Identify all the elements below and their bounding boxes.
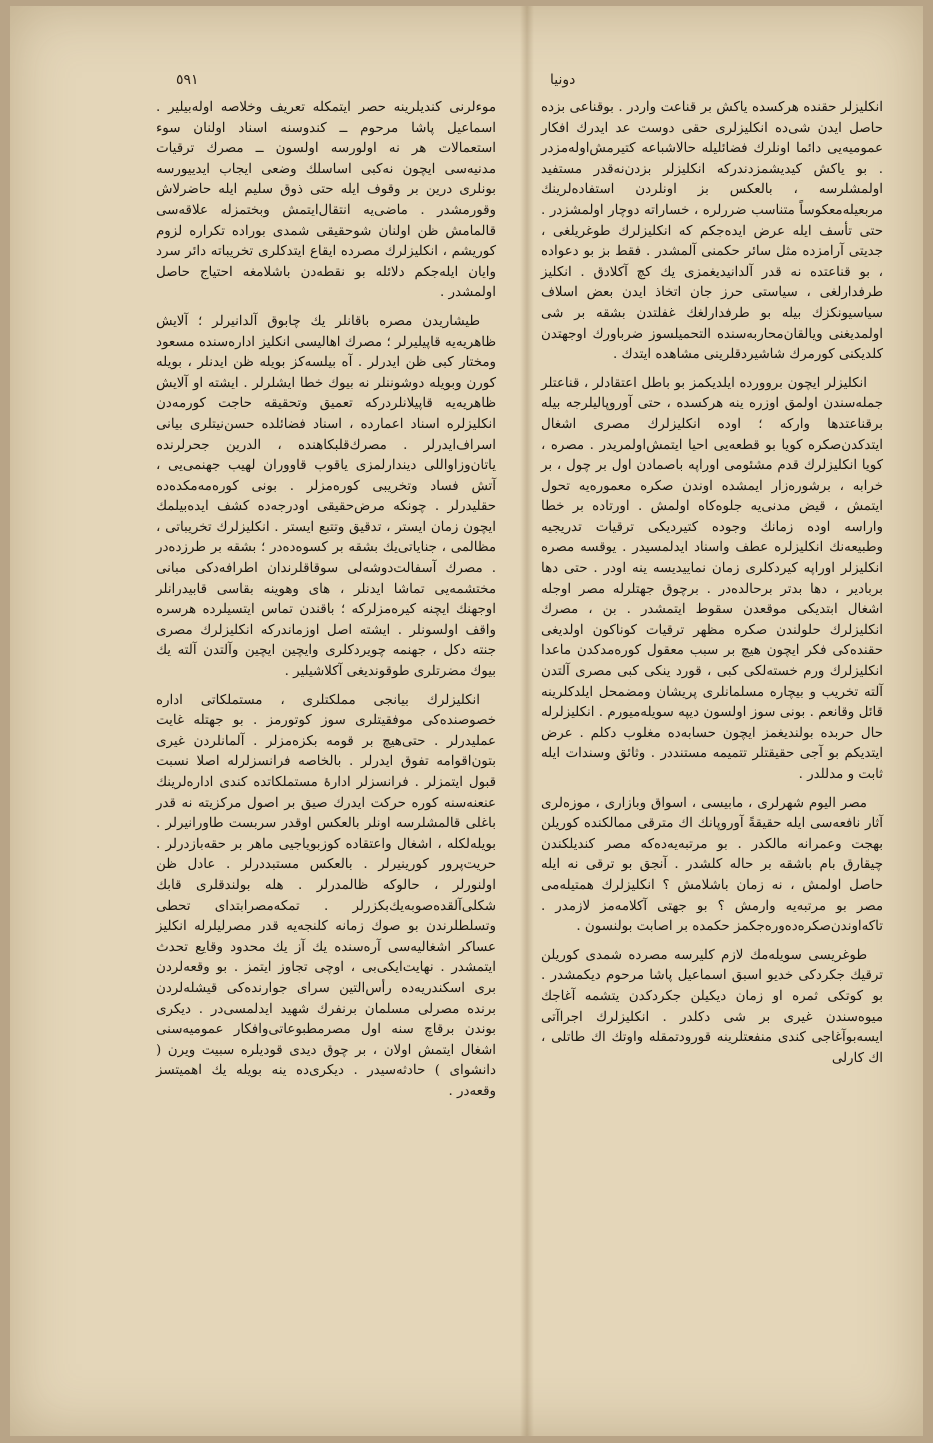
page-number: ٥٩١ <box>176 72 199 88</box>
book-page <box>10 6 923 1436</box>
left-paragraph-3: انکلیزلرك بیانجی مملکتلری ، مستملکاتی اداره خصوصنده‌کی موفقیتلری سوز کوتورمز . بو جهتله غایت عملیدرلر . حتی‌هیچ بر قومه بکزه‌مزلر . آلمانلردن غیری بتون‌اقوامه تفوق ایدرلر . بالخاصه فرانسزلرله اصلا نسبت قبول ایتمزلر . فرانسزلر ادارهٔ مستملکاتده کندی اداره‌لرینك عنعنه‌سنه کوره حرکت ایدرك صیق بر اصول مرکزیته نه قدر باغلی قالمشلرسه اونلر بالعکس اوقدر سربست طاورانیرلر . بویله‌لکله ، اشغال واعتقاده کوزبویاجیی ماهر بر حقه‌بازدرلر . حریت‌پرور کورینیرلر . بالعکس مستبددرلر . عادل ظن اولنورلر ، حالوکه ظالمدرلر . هله بولندقلری قابك شکلی‌آلقده‌صوبه‌یك‌بکزرلر . تمکه‌مصرابتدای تحطی وتسلطلرندن بو صوك زمانه کلنجه‌یه قدر مصرلیلرله انکلیز عساکر اشغالیه‌سی آره‌سنده یك آز یك محدود وقایع تحدث ایتمشدر . نهایت‌ایکی‌بی ، اوچی تجاوز ایتمز . بو وقعه‌لردن بری اسکندریه‌ده رأس‌التین سرای جوارنده‌کی قیشله‌لردن برنده مصرلی مسلمان برنفرك شهید ایدلمسی‌در . دیکری بوندن برقاچ سنه اول مصرمطبوعاتی‌وافکار عمومیه‌سنی اشغال ایتمش اولان ، بر چوق دیدی قودیلره سبیت ویرن ( دانشوای ) حادثه‌سیدر . دیکری‌ده ینه بویله یك اهمیتسز وقعه‌در . <box>156 692 496 1099</box>
right-paragraph-1: انکلیزلر حقنده هرکسده یاکش بر قناعت واردر . بوقناعی بزده حاصل ایدن شی‌ده انکلیزلری حقی دوست عد ایدرك افکار عمومیه‌یی دائما اونلرك فضائلیله حالاشباعه کتیرمش‌اوله‌مزدر . بو یاکش کیدیشمزدندرکه انکلیزلر بزدن‌نه‌قدر مستفید اولمشلرسه ، بالعکس بز اونلردن استفاده‌لرینك مربعیله‌معکوساً متناسب ضررلره ، خساراته دوچار اولمشزدر . حتی تأسف ایله عرض ایده‌جکم که انکلیزلرك طوغریلغی ، جدیتی آرامزده مثل سائر حکمنی آلمشدر . فقط بز بو دعواده ، بو قناعتده نه قدر آلدانیدیغمزی یك کچ آکلادق . انکلیز طرفدارلغی ، سیاستی حرز جان اتخاذ ایدن بعض اسلاف سیاسیونکزك بیله بو طرفدارلغك غفلتدن بشقه بر شی اولمدیغنی ویالقان‌محاربه‌سنده التحمیلسوز ضرباورك اوجهتدن کلدیکنی کورمرك شاشیرد‌قلرینی مشاهده ایتدك . <box>541 100 883 363</box>
right-paragraph-2: انکلیزلر ایچون بروورده ایلدیکمز بو باطل اعتقادلر ، قناعتلر جمله‌سندن اولمق اوزره ینه هرکسده ، حتی آوروپالیلرجه بیله برقناعتدها وارکه ؛ اوده انکلیزلرك مصری اشغال ایتدکدن‌صکره کویا بو قطعه‌یی احیا ایتمش‌اولمریدر . مصره ، کویا انکلیزلرك قدم مشئومی اوراپه باصمادن اول بر چول ، بر خرابه ، برشوره‌زار ایمشده اوندن صکره معموره‌یه تحول ایتمش ، قیض مدنی‌یه جلوه‌کاه اولمش . اورتاده بر خطا واراسه اوده زمانك وجوده کتیردیکی ترقیات تدریجیه وطبیعه‌نك انکلیزلره عطف واسناد ایدلمسیدر . یوقسه مصره انکلیزلر اوراپه کیردکلری زمان نماییدیسه ینه اودر . حتی دها بربادیر ، دها بدتر برحالده‌در . برچوق جهتلرله مصر اوجله اشغال ابتدیکی موقعدن سقوط ایتمشدر . بن ، مصرك انکلیزلرك حلولندن صکره مظهر ترقیات کوناکون اولدیغی حقنده‌کی فکر ایچون هیچ بر سبب معقول کوره‌مدکدن ماعدا انکلیزلرك ورم خسته‌لکی کبی ، قورد ینکی کبی مصری آلتدن آلته تخریب و بیچاره مسلمانلری پریشان ومضمحل ایلدکلرینه قائل وقانعم . بونی سوز اولسون دیپه سویله‌میورم . انکلیزلرله حال حربده بولندیغمز ایچون حسابه‌ده مغلوب دکلم . عرض ایتدیکم بو آجی حقیقتلر تتمیمه مستنددر . وثائق وسندات ایله ثابت و مدللدر . <box>541 375 883 782</box>
right-column <box>541 98 883 1077</box>
running-head: دونيا <box>550 72 576 88</box>
right-paragraph-3: مصر الیوم شهرلری ، مابیسی ، اسواق وبازاری ، موزه‌لری آثار نافعه‌سی ایله حقیقةً آوروپانك اك مترقی ممالکنده کوریلن بهجت وعمرانه مالکدر . بو مرتبه‌یه‌ده‌که مصر کندیلکندن چیقارق بام باشقه بر حاله کلشدر . آنجق بو ترقی نه ایله حاصل اولمش ، نه زمان باشلامش ؟ انکلیزلرك همتیله‌می مصر بو مرتبه‌یه وارمش ؟ بو جهتی آکلامه‌مز لازمدر . تاکه‌اوندن‌صکره‌ده‌وره‌جکمز حکمده بر اصابت بولنسون . <box>541 795 883 935</box>
left-paragraph-2: طیشاریدن مصره باقانلر یك چابوق آلدانیرلر ؛ آلایش ظاهریه‌یه قاپیلیرلر ؛ مصرك اهالیسی انکلیز اداره‌سنده مسعود ومختار کبی ظن ایدرلر . آه بیلسه‌کز بویله ظن ایدنلر ، بویله کورن وبویله دوشوننلر نه بیوك خطا ایشلرلر . ایشته او آلایش ظاهریه‌یه قاپیلانلردرکه تعمیق وتحقیقه حاجت کورمه‌دن انکلیزلره اسناد اعمارده ، اسناد فضائلده حسن‌نیتلری بیانی اسراف‌ایدرلر . مصرك‌قلبکاهنده ، الدرین جحر‌لرنده یاتان‌وزاواللی دیندارلمزی یاقوب قاووران لهیب جهنمی‌یی ، آتش فساد وتخریبی کوره‌مزلر . بونی کوره‌مه‌مکده‌ده حقلیدرلر . چونکه مرض‌حقیقی اودرجه‌ده کشف ایده‌بیلمك ایچون زمان ایستر ، تدقیق وتتبع ایستر . انکلیزلرك تخریباتی ، مظالمی ، جنایاتی‌یك بشقه بر کسوه‌ده‌در ؛ بشقه بر طرزده‌در . مصرك آسفالت‌دوشه‌لی سوقاقلرندان اطرافه‌دكی مبانی مختشمه‌یی تماشا ایدنلر ، های وهوینه بقاسی قابیدرانلر اوجهنك ایچنه کیره‌مزلرکه ؛ باقندن تماس ایتسیلرده هرسره واقف اولسونلر . ایشته اصل اوزماندرکه انکلیزلرك مصری جنته دکل ، جهنمه چویردکلری وایچین ایچین وآلتدن آلته یك بیوك مضرتلری طوقوندیغی آکلاشیلیر . <box>156 313 496 680</box>
left-column <box>156 98 496 1111</box>
page-gutter <box>520 6 534 1436</box>
left-paragraph-1: موءلرنی کندیلرینه حصر ایتمکله تعریف وخلاصه اوله‌بیلیر . اسماعیل پاشا مرحوم ــ کندوسنه اسناد اولنان سوء استعمالات هر نه اولورسه اولسون ــ مصرك ترقیات مدنیه‌سی ایچون نه‌کبی اساسلك وضعی ایجاب ایدییورسه بونلری درین بر وقوف ایله حتی ذوق سلیم ایله حاضرلاش وقورمشدر . ماضی‌یه انتقال‌ایتمش وبختمزله علاقه‌سی قالمامش ظن اولنان شوحقیقی شمدی بوراده تکراره لزوم کوریشم ، انکلیزلرك مصرده ایقاع ایتدکلری تخریباته دائر سرد وایان ایله‌جکم دلائله بو نقطه‌دن باشلامغه احتیاج حاصل اولمشدر . <box>156 100 496 301</box>
right-paragraph-4: طوغریسی سویله‌مك لازم کلیرسه مصرده شمدی کوریلن ترقیك جکردکی خدیو اسبق اسماعیل پاشا مرحوم دیکمشدر . بو کوتکی ثمره او زمان دیکیلن جکردکدن یتشمه آغاجك میوه‌سندن غیری بر شی دکلدر . انکلیزلرك اجراآتی ایسه‌بو‌آغاجی کندی منفعتلرینه قورودتمقله واوتك اك طاتلی ، اك کارلی <box>541 947 883 1066</box>
